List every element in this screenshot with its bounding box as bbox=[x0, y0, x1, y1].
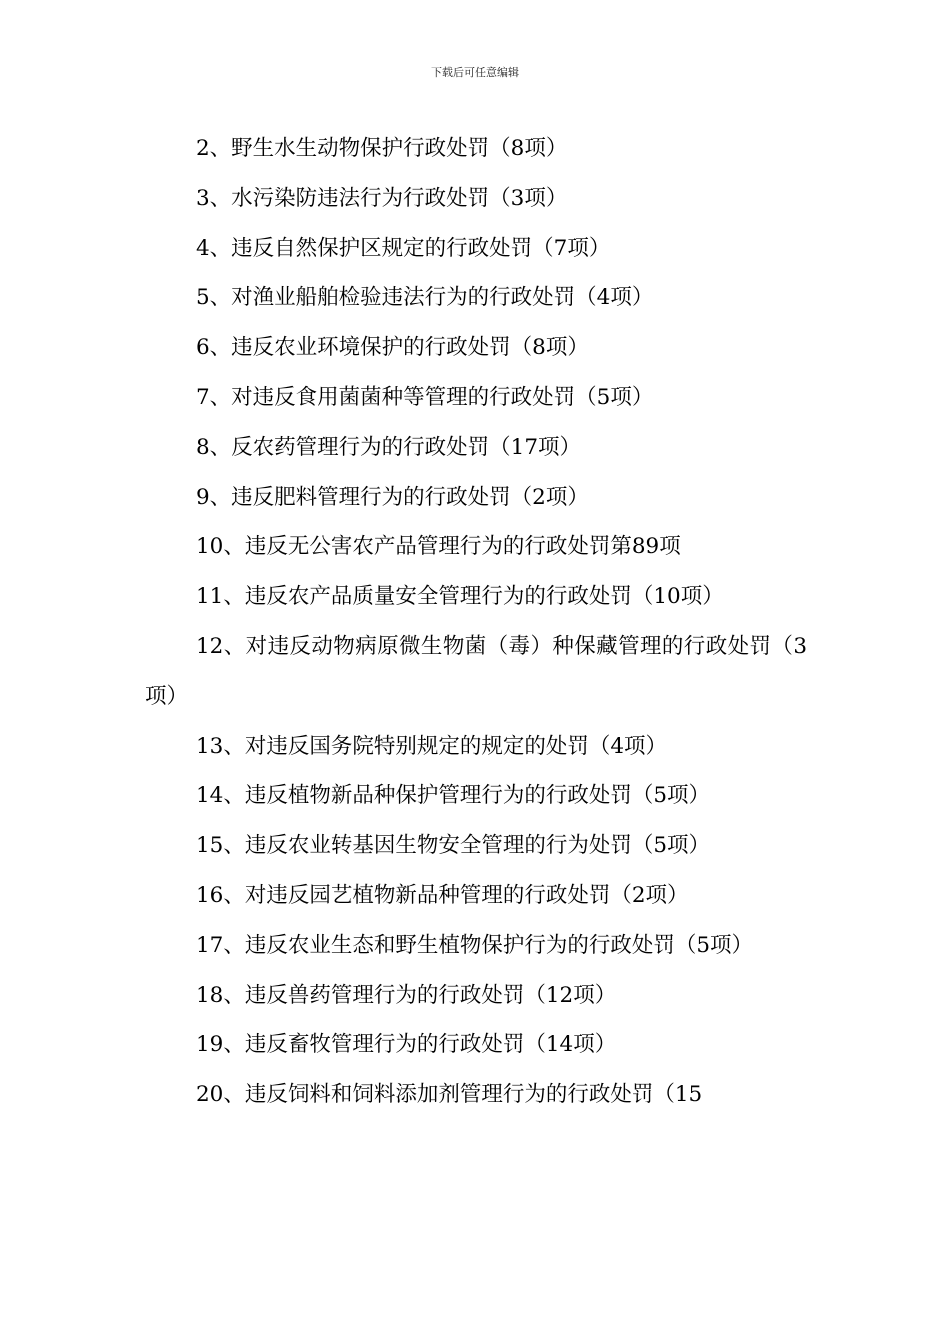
list-item: 5、对渔业船舶检验违法行为的行政处罚（4项） bbox=[196, 285, 654, 311]
list-item: 9、违反肥料管理行为的行政处罚（2项） bbox=[196, 484, 589, 510]
page-header: 下载后可任意编辑 bbox=[431, 66, 519, 79]
list-item: 4、违反自然保护区规定的行政处罚（7项） bbox=[196, 235, 611, 261]
document-body bbox=[145, 124, 807, 1120]
list-item: 14、违反植物新品种保护管理行为的行政处罚（5项） bbox=[196, 783, 711, 809]
list-item: 18、违反兽药管理行为的行政处罚（12项） bbox=[196, 982, 617, 1008]
list-item: 20、违反饲料和饲料添加剂管理行为的行政处罚（15 bbox=[196, 1082, 703, 1108]
list-item: 19、违反畜牧管理行为的行政处罚（14项） bbox=[196, 1032, 617, 1058]
list-item: 12、对违反动物病原微生物菌（毒）种保藏管理的行政处罚（3项） bbox=[145, 633, 807, 709]
list-item: 17、违反农业生态和野生植物保护行为的行政处罚（5项） bbox=[196, 932, 754, 958]
list-item: 3、水污染防违法行为行政处罚（3项） bbox=[196, 185, 568, 211]
list-item: 13、对违反国务院特别规定的规定的处罚（4项） bbox=[196, 733, 668, 759]
list-item: 16、对违反园艺植物新品种管理的行政处罚（2项） bbox=[196, 882, 689, 908]
list-item: 2、野生水生动物保护行政处罚（8项） bbox=[196, 136, 568, 161]
list-item: 10、违反无公害农产品管理行为的行政处罚第89项 bbox=[196, 534, 681, 560]
list-item: 7、对违反食用菌菌种等管理的行政处罚（5项） bbox=[196, 384, 654, 410]
list-item: 8、反农药管理行为的行政处罚（17项） bbox=[196, 434, 582, 460]
list-item: 11、违反农产品质量安全管理行为的行政处罚（10项） bbox=[196, 584, 724, 610]
list-item: 6、违反农业环境保护的行政处罚（8项） bbox=[196, 335, 589, 361]
list-item: 15、违反农业转基因生物安全管理的行为处罚（5项） bbox=[196, 833, 711, 859]
